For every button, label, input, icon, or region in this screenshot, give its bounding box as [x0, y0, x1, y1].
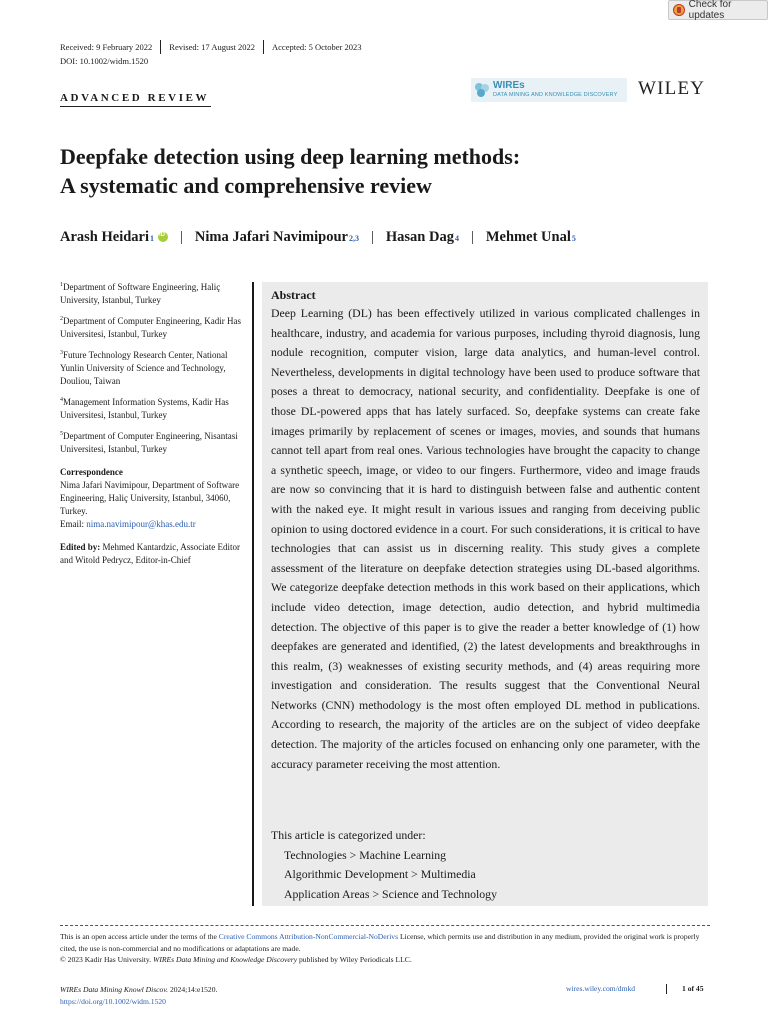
wires-logo[interactable]	[471, 78, 627, 102]
affiliation-sup: 1	[60, 282, 63, 288]
affiliation-text: Future Technology Research Center, National Yunlin University of Science and Technology, Douliou, Taiwan	[60, 350, 228, 386]
affiliation-sup: 3	[60, 350, 63, 356]
citation	[60, 984, 217, 1007]
categories	[271, 826, 497, 904]
journal-site-link[interactable]: wires.wiley.com/dmkd	[566, 984, 636, 993]
wires-logo-icon	[473, 81, 491, 99]
received-date: Received: 9 February 2022	[60, 42, 153, 52]
correspondence-text: Nima Jafari Navimipour, Department of Software Engineering, Haliç University, Istanbul, 34060, Turkey.	[60, 480, 240, 516]
category-item: Technologies > Machine Learning	[284, 847, 447, 862]
edited-by-heading: Edited by:	[60, 542, 101, 552]
divider	[666, 984, 667, 994]
author-name[interactable]: Hasan Dag	[385, 229, 454, 245]
publisher-logo[interactable]: WILEY	[638, 78, 706, 99]
author-affiliation-sup[interactable]: 2,3	[348, 234, 359, 243]
abstract-body: Deep Learning (DL) has been effectively utilized in various complicated challenges in healthcare, industry, and academia for various purposes, including thyroid diagnosis, lung nodule recognition, computer vision, large data analytics, and human-level control. Nevertheless, developments in digital technology have been used to produce software that poses a threat to democracy, national security, and confidentiality. Deepfake is one of those DL-powered apps that has lately surfaced. So, deepfake systems can create fake images primarily by replacement of scenes or images, movies, and sounds that humans cannot tell apart from real ones. Various technologies have brought the capacity to change a synthetic speech, image, or video to our fingers. Furthermore, video and image frauds are now so convincing that it is hard to distinguish between false and authentic content with the naked eye. It might result in various issues and ranging from deceiving public opinion to using doctored evidence in a court. For such considerations, it is critical to have technologies that can assist us in discerning reality. This study gives a complete assessment of the literature on deepfake detection strategies using DL-based algorithms. We categorize deepfake detection methods in this work based on their applications, which include video detection, image detection, audio detection, and hybrid multimedia detection. The objective of this paper is to give the reader a better knowledge of (1) how deepfakes are generated and identified, (2) the latest developments and breakthroughs in this realm, (3) weaknesses of existing security methods, and (4) areas requiring more investigation and consideration. The results suggest that the Conventional Neural Networks (CNN) methodology is the most often employed DL method in publications. According to research, the majority of the articles are on the subject of video deepfake detection. The majority of the articles focused on enhancing only one parameter, with the accuracy parameter receiving the most attention.	[271, 306, 700, 771]
front-matter-sidebar	[60, 279, 246, 567]
author-affiliation-sup[interactable]: 4	[454, 234, 459, 243]
page-number: 1 of 45	[682, 984, 704, 993]
abstract-heading: Abstract	[271, 288, 316, 302]
divider	[263, 40, 264, 54]
copyright-text: published by Wiley Periodicals LLC.	[297, 955, 412, 964]
license-text: License, which permits use and distribution in any medium, provided the original work is properly cited, the use is non-commercial and no modifications or adaptations are made.	[60, 932, 700, 953]
affiliation-text: Department of Computer Engineering, Nisantasi Universitesi, Istanbul, Turkey	[60, 431, 238, 454]
article-type: ADVANCED REVIEW	[60, 92, 210, 104]
doi: DOI: 10.1002/widm.1520	[60, 56, 149, 66]
copyright-text: © 2023 Kadir Has University.	[60, 955, 154, 964]
affiliation-sup: 5	[60, 431, 63, 437]
category-item: Application Areas > Science and Technology	[284, 886, 497, 901]
author-name[interactable]: Mehmet Unal	[485, 229, 571, 245]
doi-link[interactable]: https://doi.org/10.1002/widm.1520	[60, 996, 166, 1006]
correspondence-email-line	[60, 518, 246, 531]
footer-divider	[60, 925, 710, 926]
revised-date: Revised: 17 August 2022	[169, 42, 256, 52]
citation-volume: 2024;14:e1520.	[168, 985, 218, 994]
correspondence	[60, 466, 246, 531]
title-line-1: Deepfake detection using deep learning methods:	[60, 144, 521, 169]
edited-by	[60, 541, 246, 567]
orcid-icon[interactable]	[158, 232, 168, 242]
divider	[60, 106, 211, 107]
affiliation	[60, 279, 246, 307]
email-label: Email:	[60, 519, 87, 529]
copyright-journal: WIREs Data Mining and Knowledge Discovery	[153, 955, 298, 964]
author-affiliation-sup[interactable]: 1	[150, 234, 155, 243]
category-item: Algorithmic Development > Multimedia	[284, 867, 476, 882]
edited-by-text: Mehmed Kantardzic, Associate Editor and Witold Pedrycz, Editor-in-Chief	[60, 542, 240, 565]
update-icon	[673, 4, 685, 16]
affiliation-text: Department of Computer Engineering, Kadir Has Universitesi, Istanbul, Turkey	[60, 316, 241, 339]
history-dates	[60, 40, 361, 54]
abstract-rule	[252, 282, 254, 906]
affiliation-text: Management Information Systems, Kadir Has Universitesi, Istanbul, Turkey	[60, 397, 229, 420]
wires-subtitle: DATA MINING AND KNOWLEDGE DISCOVERY	[493, 92, 618, 98]
affiliation	[60, 313, 246, 341]
affiliation-sup: 2	[60, 316, 63, 322]
author-separator: |	[470, 229, 474, 245]
title-line-2: A systematic and comprehensive review	[60, 173, 432, 198]
author-affiliation-sup[interactable]: 5	[571, 234, 576, 243]
paper-title	[60, 142, 700, 200]
author-name[interactable]: Arash Heidari	[60, 229, 150, 245]
license-notice	[60, 931, 710, 966]
author-name[interactable]: Nima Jafari Navimipour	[194, 229, 348, 245]
author-separator: |	[180, 229, 183, 245]
license-text: This is an open access article under the terms of the	[60, 932, 219, 941]
wires-title: WIREs	[493, 80, 525, 91]
journal-abbrev: WIREs Data Mining Knowl Discov.	[60, 985, 169, 994]
affiliation-text: Department of Software Engineering, Haliç University, Istanbul, Turkey	[60, 282, 221, 305]
check-for-updates-button[interactable]	[668, 0, 768, 20]
license-link[interactable]: Creative Commons Attribution-NonCommercial-NoDerivs	[218, 932, 399, 941]
affiliation	[60, 394, 246, 422]
categories-label: This article is categorized under:	[271, 828, 426, 842]
affiliation-sup: 4	[60, 397, 63, 403]
author-list	[60, 229, 576, 246]
affiliation	[60, 428, 246, 456]
affiliation	[60, 347, 246, 388]
email-link[interactable]: nima.navimipour@khas.edu.tr	[86, 519, 196, 529]
divider	[160, 40, 161, 54]
author-separator: |	[370, 229, 374, 245]
accepted-date: Accepted: 5 October 2023	[272, 42, 362, 52]
check-for-updates-label: Check for updates	[688, 0, 732, 21]
correspondence-heading: Correspondence	[60, 467, 123, 477]
